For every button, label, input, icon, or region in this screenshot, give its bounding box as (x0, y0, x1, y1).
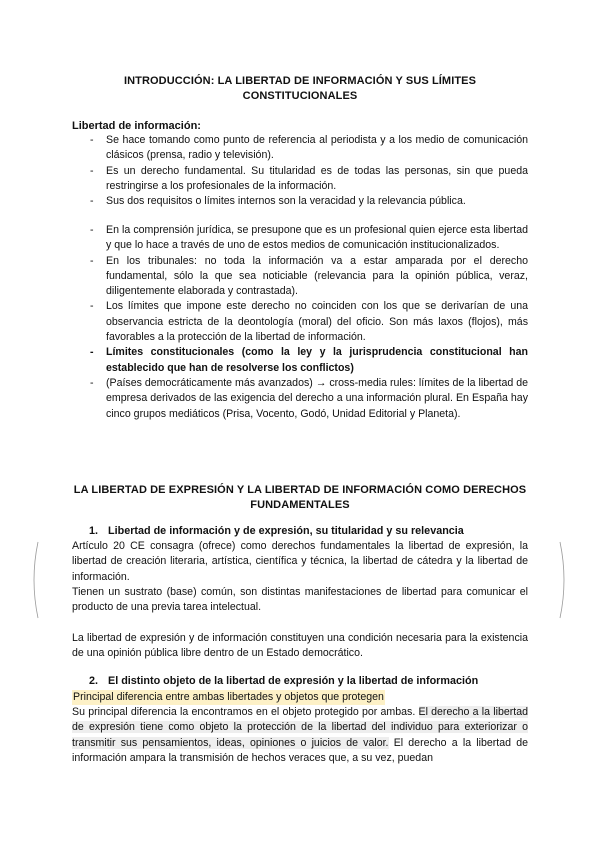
libertad-informacion-label: Libertad de información: (72, 120, 201, 132)
paragraph-articulo-20 (72, 539, 528, 615)
list-item: - En la comprensión jurídica, se presupone que es un profesional quien ejerce esta libertad y que lo hace a través de uno de estos medios de comunicación institucionalizados. (72, 223, 528, 254)
list-item: - (Países democráticamente más avanzados) → cross-media rules: límites de la libertad de empresa derivados de las exigencia del derecho a una información plural. En España hay cinco grupos mediáticos (Prisa, Vocento, Godó, Unidad Editorial y Planeta). (72, 376, 528, 422)
heading-1-text: Libertad de información y de expresión, su titularidad y su relevancia (108, 525, 464, 537)
heading-2-text: El distinto objeto de la libertad de expresión y la libertad de información (108, 675, 479, 687)
bullet-list-1 (72, 133, 528, 209)
heading-1 (89, 525, 464, 537)
list-item: - Se hace tomando como punto de referencia al periodista y a los medio de comunicación clásicos (prensa, radio y televisión). (72, 133, 528, 164)
list-item: - Límites constitucionales (como la ley y la jurisprudencia constitucional han establecido que han de resolverse los conflictos) (72, 345, 528, 376)
paragraph-diferencia (72, 705, 528, 766)
paragraph-opinion-publica: La libertad de expresión y de información constituyen una condición necesaria para la existencia de una opinión pública libre dentro de un Estado democrático. (72, 632, 528, 660)
left-bracket-mark (30, 540, 40, 620)
highlighted-sentence: El derecho a la libertad de expresión tiene como objeto la protección de la libertad del individuo para exteriorizar o transmitir sus pensamientos, ideas, opiniones o juicios de valor. (72, 706, 529, 749)
list-item: - En los tribunales: no toda la información va a estar amparada por el derecho fundamental, sólo la que sea noticiable (relevancia para la opinión pública, veraz, diligentemente elaborada y contrastada). (72, 254, 528, 300)
intro-title-line2: CONSTITUCIONALES (242, 90, 358, 102)
derechos-title-line1: LA LIBERTAD DE EXPRESIÓN Y LA LIBERTAD DE INFORMACIÓN COMO DERECHOS (73, 484, 527, 496)
paragraph-diferencia-s3: El derecho a la libertad de información ampara la transmisión de hechos veraces que, a su vez, puedan (72, 736, 528, 764)
paragraph-diferencia-s1: Su principal diferencia la encontramos en el objeto protegido por ambas. (72, 706, 419, 718)
intro-title (70, 74, 530, 104)
derechos-title (70, 483, 530, 513)
list-item: - Los límites que impone este derecho no coinciden con los que se derivarían de una observancia estricta de la deontología (moral) del oficio. Son más laxos (flojos), más favorables a la protección de la libertad de información. (72, 299, 528, 345)
heading-1-number: 1. (89, 525, 99, 537)
heading-2 (89, 675, 478, 687)
intro-title-line1: INTRODUCCIÓN: LA LIBERTAD DE INFORMACIÓN Y SUS LÍMITES (123, 75, 477, 87)
heading-2-number: 2. (89, 675, 99, 687)
bullet-list-2 (72, 223, 528, 422)
paragraph-articulo-20-b: Tienen un sustrato (base) común, son distintas manifestaciones de libertad para comunicar el producto de una previa tarea intelectual. (72, 585, 528, 614)
paragraph-articulo-20-a: Artículo 20 CE consagra (ofrece) como derechos fundamentales la libertad de expresión, la libertad de creación literaria, artística, científica y técnica, la libertad de cátedra y la libertad de información. (72, 540, 528, 583)
list-item: - Es un derecho fundamental. Su titularidad es de todas las personas, sin que pueda restringirse a los profesionales de la información. (72, 164, 528, 195)
right-bracket-mark (558, 540, 568, 620)
list-item: - Sus dos requisitos o límites internos son la veracidad y la relevancia pública. (72, 194, 528, 209)
highlighted-subtitle: Principal diferencia entre ambas libertades y objetos que protegen (73, 691, 384, 703)
derechos-title-line2: FUNDAMENTALES (250, 499, 350, 511)
